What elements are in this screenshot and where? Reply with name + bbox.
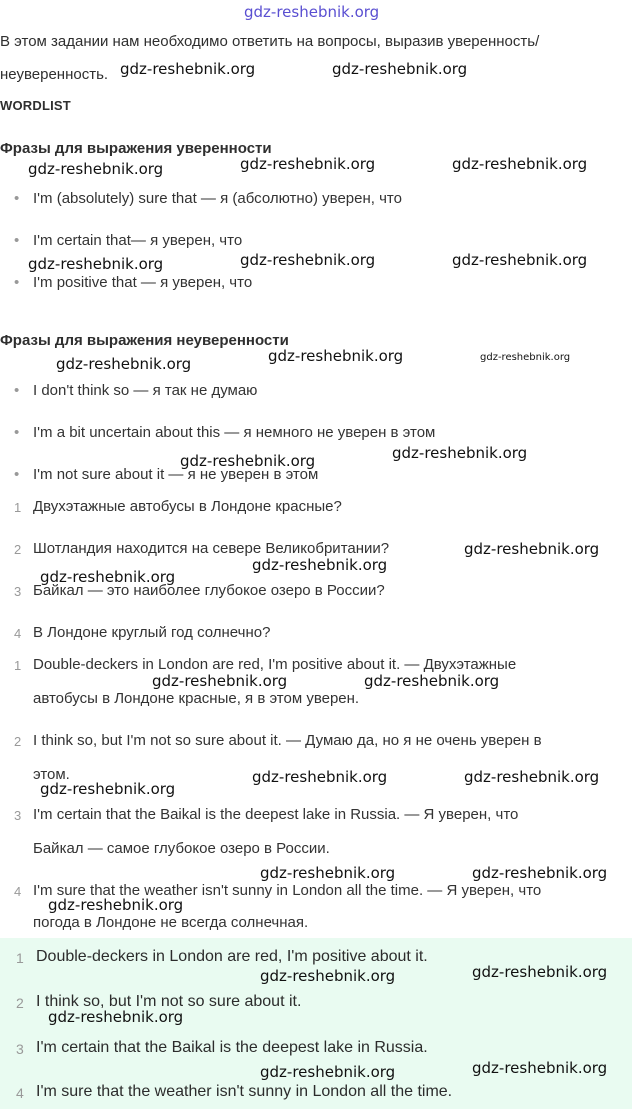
answer-number: 3 bbox=[16, 1041, 24, 1057]
watermark: gdz-reshebnik.org bbox=[120, 60, 256, 78]
bullet-icon: • bbox=[14, 466, 20, 483]
question-number: 1 bbox=[14, 500, 22, 515]
answer-number: 1 bbox=[14, 658, 22, 673]
question: В Лондоне круглый год солнечно? bbox=[33, 624, 271, 641]
watermark: gdz-reshebnik.org bbox=[260, 1063, 396, 1081]
answer-number: 1 bbox=[16, 950, 24, 966]
list-item: I'm (absolutely) sure that — я (абсолютно) уверен, что bbox=[33, 190, 402, 207]
list-item: I'm a bit uncertain about this — я немного не уверен в этом bbox=[33, 424, 436, 441]
list-item: I'm positive that — я уверен, что bbox=[33, 274, 253, 291]
intro-line-1: В этом задании нам необходимо ответить на вопросы, выразив уверенность/ bbox=[0, 33, 540, 50]
answer-line: I think so, but I'm not so sure about it. — Думаю да, но я не очень уверен в bbox=[33, 732, 542, 749]
answer-line: автобусы в Лондоне красные, я в этом уверен. bbox=[33, 690, 360, 707]
watermark: gdz-reshebnik.org bbox=[464, 540, 600, 558]
question: Шотландия находится на севере Великобритании? bbox=[33, 540, 390, 557]
list-item: I'm not sure about it — я не уверен в этом bbox=[33, 466, 319, 483]
bullet-icon: • bbox=[14, 274, 20, 291]
answer-number: 4 bbox=[14, 884, 22, 899]
answer-number: 3 bbox=[14, 808, 22, 823]
watermark: gdz-reshebnik.org bbox=[28, 160, 164, 178]
question-number: 3 bbox=[14, 584, 22, 599]
bullet-icon: • bbox=[14, 232, 20, 249]
watermark: gdz-reshebnik.org bbox=[472, 963, 608, 981]
final-answer: Double-deckers in London are red, I'm positive about it. bbox=[36, 948, 428, 965]
final-answer: I'm certain that the Baikal is the deepest lake in Russia. bbox=[36, 1039, 428, 1056]
watermark: gdz-reshebnik.org bbox=[452, 155, 588, 173]
answer-line: Байкал — самое глубокое озеро в России. bbox=[33, 840, 330, 857]
question-number: 2 bbox=[14, 542, 22, 557]
answer-line: I'm certain that the Baikal is the deepest lake in Russia. — Я уверен, что bbox=[33, 806, 519, 823]
watermark: gdz-reshebnik.org bbox=[260, 864, 396, 882]
intro-line-2: неуверенность. bbox=[0, 66, 109, 83]
question: Байкал — это наиболее глубокое озеро в России? bbox=[33, 582, 385, 599]
watermark: gdz-reshebnik.org bbox=[40, 780, 176, 798]
watermark: gdz-reshebnik.org bbox=[252, 556, 388, 574]
list-item: I'm certain that— я уверен, что bbox=[33, 232, 243, 249]
watermark: gdz-reshebnik.org bbox=[364, 672, 500, 690]
watermark: gdz-reshebnik.org bbox=[28, 255, 164, 273]
bullet-icon: • bbox=[14, 382, 20, 399]
certainty-heading: Фразы для выражения уверенности bbox=[0, 140, 272, 157]
answer-line: Double-deckers in London are red, I'm positive about it. — Двухэтажные bbox=[33, 656, 517, 673]
answer-number: 2 bbox=[14, 734, 22, 749]
answer-number: 2 bbox=[16, 995, 24, 1011]
watermark: gdz-reshebnik.org bbox=[48, 896, 184, 914]
watermark: gdz-reshebnik.org bbox=[472, 864, 608, 882]
watermark: gdz-reshebnik.org bbox=[464, 768, 600, 786]
watermark: gdz-reshebnik.org bbox=[260, 967, 396, 985]
final-answer: I think so, but I'm not so sure about it. bbox=[36, 993, 302, 1010]
watermark: gdz-reshebnik.org bbox=[180, 452, 316, 470]
watermark: gdz-reshebnik.org bbox=[452, 251, 588, 269]
watermark: gdz-reshebnik.org bbox=[244, 3, 380, 21]
watermark: gdz-reshebnik.org bbox=[268, 347, 404, 365]
watermark: gdz-reshebnik.org bbox=[240, 155, 376, 173]
list-item: I don't think so — я так не думаю bbox=[33, 382, 258, 399]
watermark: gdz-reshebnik.org bbox=[392, 444, 528, 462]
bullet-icon: • bbox=[14, 190, 20, 207]
question: Двухэтажные автобусы в Лондоне красные? bbox=[33, 498, 342, 515]
watermark: gdz-reshebnik.org bbox=[56, 355, 192, 373]
watermark: gdz-reshebnik.org bbox=[40, 568, 176, 586]
answer-line: погода в Лондоне не всегда солнечная. bbox=[33, 914, 309, 931]
wordlist-heading: WORDLIST bbox=[0, 98, 71, 113]
question-number: 4 bbox=[14, 626, 22, 641]
watermark: gdz-reshebnik.org bbox=[48, 1008, 184, 1026]
final-answer: I'm sure that the weather isn't sunny in London all the time. bbox=[36, 1083, 453, 1100]
watermark: gdz-reshebnik.org bbox=[472, 1059, 608, 1077]
uncertainty-heading: Фразы для выражения неуверенности bbox=[0, 332, 289, 349]
watermark: gdz-reshebnik.org bbox=[332, 60, 468, 78]
watermark: gdz-reshebnik.org bbox=[152, 672, 288, 690]
watermark: gdz-reshebnik.org bbox=[480, 352, 571, 363]
watermark: gdz-reshebnik.org bbox=[240, 251, 376, 269]
bullet-icon: • bbox=[14, 424, 20, 441]
answer-line: I'm sure that the weather isn't sunny in London all the time. — Я уверен, что bbox=[33, 882, 542, 899]
answer-line: этом. bbox=[33, 766, 70, 783]
watermark: gdz-reshebnik.org bbox=[252, 768, 388, 786]
answer-number: 4 bbox=[16, 1085, 24, 1101]
